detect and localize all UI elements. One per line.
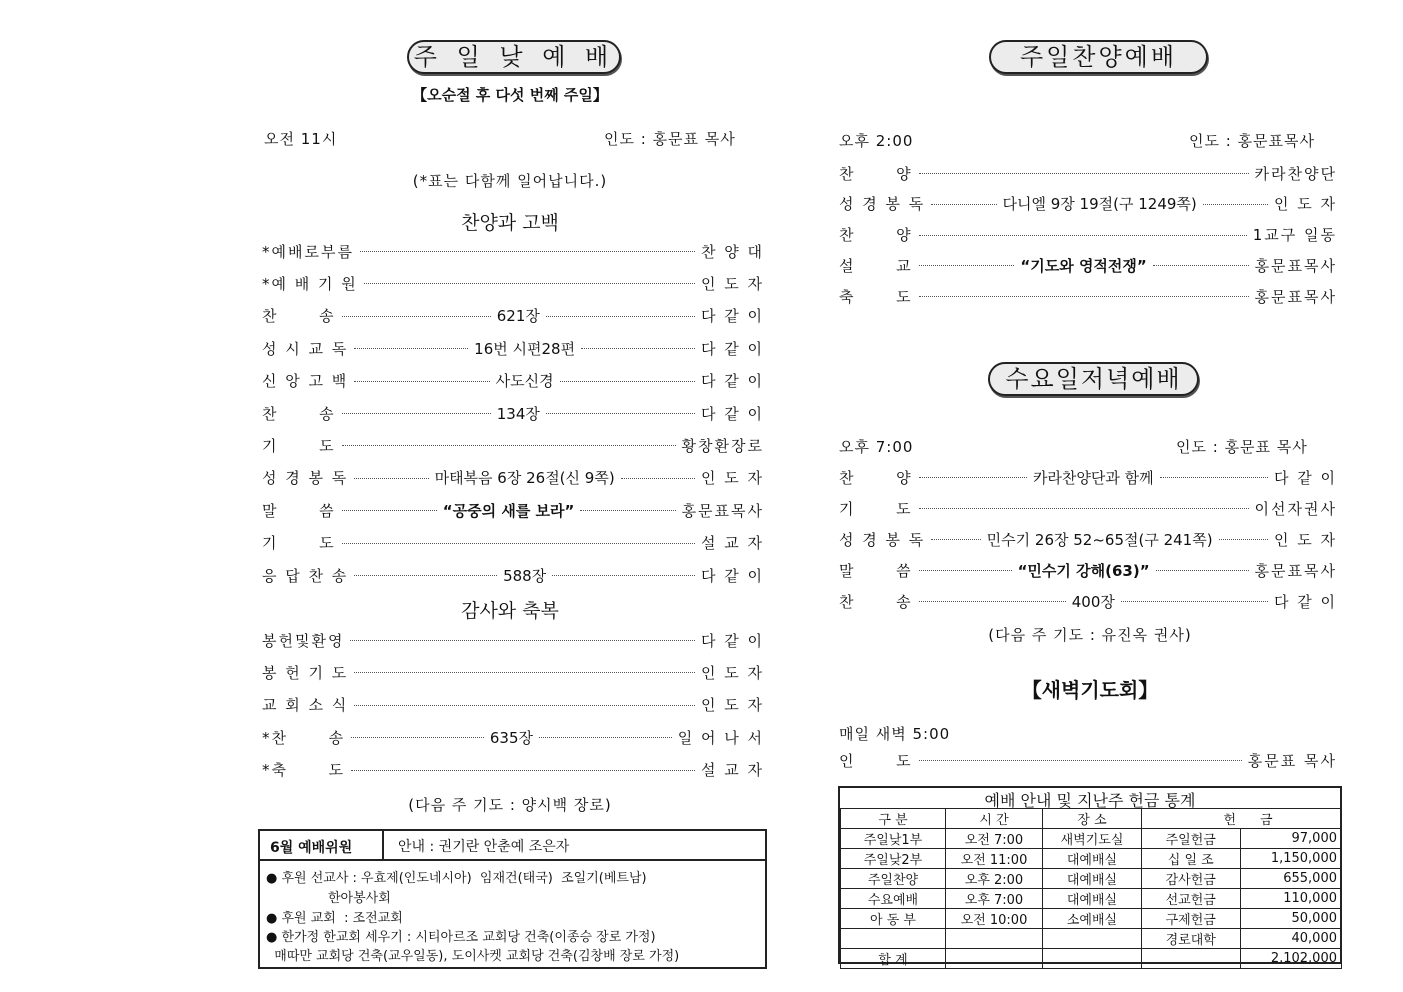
order-label: 말 씀: [839, 561, 913, 580]
dawn-leader: 홍문표 목사: [1247, 751, 1337, 770]
order-label: *예 배 기 원: [262, 274, 358, 293]
order-row: [262, 305, 764, 327]
committee-box: [258, 829, 767, 969]
dot-leader: [546, 315, 695, 317]
order-person: 인 도 자: [1273, 530, 1337, 549]
table-cell: 오후 2:00: [946, 869, 1043, 889]
order-detail: 민수기 26장 52~65절(구 241쪽): [986, 530, 1213, 549]
order-row: [262, 759, 764, 781]
order-detail: 마태복음 6장 26절(신 9쪽): [434, 469, 615, 488]
table-cell: 새벽기도실: [1043, 829, 1142, 849]
order-row: [839, 559, 1337, 581]
sunday-time: 오전 11시: [264, 130, 338, 148]
dot-leader: [342, 315, 491, 317]
dot-leader: [350, 639, 695, 641]
order-row: [839, 528, 1337, 550]
dot-leader: [1121, 600, 1268, 602]
order-row: [839, 285, 1337, 307]
order-row: [262, 467, 764, 489]
order-label: 응 답 찬 송: [262, 566, 349, 585]
order-row: [262, 370, 764, 392]
dot-leader: [919, 264, 1015, 266]
next-week-prayer-left: (다음 주 기도 : 양시백 장로): [408, 796, 612, 814]
order-label: 찬 양: [839, 164, 913, 183]
dot-leader: [360, 250, 695, 252]
order-person: 인 도 자: [1273, 195, 1337, 214]
order-detail: 134장: [496, 404, 540, 423]
table-cell: [841, 929, 946, 949]
table-row: [841, 889, 1342, 909]
praise-time: 오후 2:00: [839, 132, 914, 150]
table-cell: 수요예배: [841, 889, 946, 909]
order-person: 일 어 나 서: [677, 728, 765, 747]
dot-leader: [552, 574, 695, 576]
order-person: 이선자권사: [1254, 499, 1337, 518]
dot-leader: [580, 509, 675, 511]
order-detail: 16번 시편28편: [474, 339, 576, 358]
order-detail: “기도와 영적전쟁”: [1020, 256, 1147, 275]
table-cell: 주일낮2부: [841, 849, 946, 869]
dot-leader: [581, 347, 695, 349]
order-person: 홍문표목사: [1254, 256, 1338, 275]
order-row: [262, 694, 764, 716]
order-row: [262, 272, 764, 294]
order-person: 다 같 이: [700, 339, 764, 358]
dot-leader: [1156, 569, 1249, 571]
order-label: 성 시 교 독: [262, 339, 349, 358]
table-cell: 대예배실: [1043, 889, 1142, 909]
order-row: [262, 532, 764, 554]
table-cell: [1142, 949, 1241, 969]
order-row: [262, 434, 764, 456]
order-label: 성 경 봉 독: [839, 530, 926, 549]
table-row: [841, 849, 1342, 869]
table-cell: [946, 949, 1043, 969]
order-person: 다 같 이: [1273, 468, 1337, 487]
dot-leader: [546, 412, 695, 414]
box-divider-v: [382, 831, 384, 859]
table-cell: [1043, 949, 1142, 969]
section-thanks-blessing: 감사와 축복: [461, 600, 559, 622]
table-cell: 경로대학: [1142, 929, 1241, 949]
order-label: *찬 송: [262, 728, 346, 747]
praise-leader: 인도 : 홍문표목사: [1189, 132, 1316, 150]
dot-leader: [354, 347, 468, 349]
dot-leader: [354, 671, 695, 673]
order-label: 봉 헌 기 도: [262, 663, 349, 682]
order-label: 교 회 소 식: [262, 696, 349, 715]
box-line-5: 매따만 교회당 건축(교우일동), 도이사켓 교회당 건축(김창배 장로 가정): [266, 949, 680, 964]
order-detail: 588장: [503, 566, 547, 585]
order-label: 기 도: [839, 499, 913, 518]
order-detail: 635장: [489, 728, 533, 747]
table-cell: 선교헌금: [1142, 889, 1241, 909]
order-person: 홍문표목사: [1254, 287, 1337, 306]
table-cell: 오전 11:00: [946, 849, 1043, 869]
order-label: 찬 양: [839, 226, 913, 245]
order-label: *예배로부름: [262, 242, 354, 261]
order-person: 인 도 자: [700, 274, 764, 293]
order-person: 인 도 자: [700, 663, 764, 682]
box-line-4: ● 한가정 한교회 세우기 : 시티아르조 교회당 건축(이종승 장로 가정): [266, 930, 656, 945]
header-offering-1: 헌: [1142, 809, 1241, 829]
order-person: 1교구 일동: [1252, 226, 1337, 245]
dot-leader: [560, 380, 695, 382]
order-person: 다 같 이: [701, 307, 765, 326]
order-person: 다 같 이: [700, 631, 764, 650]
table-cell: 합 계: [841, 949, 946, 969]
dot-leader: [351, 736, 484, 738]
order-row: [839, 590, 1337, 612]
order-label: *축 도: [262, 761, 346, 780]
order-person: 다 같 이: [700, 372, 764, 391]
table-row: [841, 869, 1342, 889]
dot-leader: [621, 477, 695, 479]
dot-leader: [342, 542, 695, 544]
dot-leader: [1160, 476, 1268, 478]
wednesday-title: 수요일저녁예배: [988, 362, 1199, 396]
order-row: [262, 240, 764, 262]
order-label: 성 경 봉 독: [262, 469, 349, 488]
dot-leader: [354, 477, 428, 479]
dot-leader: [354, 704, 695, 706]
order-row: [839, 254, 1337, 276]
order-person: 인 도 자: [701, 469, 765, 488]
next-week-prayer-right: (다음 주 기도 : 유진옥 권사): [988, 626, 1192, 644]
order-detail: 621장: [496, 307, 540, 326]
sunday-praise-title: 주일찬양예배: [989, 40, 1208, 74]
order-label: 축 도: [839, 287, 913, 306]
box-line-3: ● 후원 교회 : 조전교회: [266, 911, 403, 926]
order-person: 찬 양 대: [700, 242, 764, 261]
header-time: 시 간: [946, 809, 1043, 829]
table-row: [841, 909, 1342, 929]
order-person: 다 같 이: [1274, 592, 1338, 611]
order-label: 설 교: [839, 256, 913, 275]
offering-table-title: 예배 안내 및 지난주 헌금 통계: [984, 791, 1196, 810]
order-label: 말 씀: [262, 501, 336, 520]
dot-leader: [919, 295, 1249, 297]
dot-leader: [919, 569, 1012, 571]
table-cell: 주일낮1부: [841, 829, 946, 849]
table-cell: 구제헌금: [1142, 909, 1241, 929]
header-place: 장 소: [1043, 809, 1142, 829]
dawn-leader-row: [839, 749, 1337, 771]
header-category: 구 분: [841, 809, 946, 829]
dot-leader: [354, 574, 497, 576]
order-person: 홍문표목사: [1254, 561, 1337, 580]
table-cell: 655,000: [1240, 869, 1342, 889]
order-label: 찬 송: [262, 404, 336, 423]
header-offering-2: 금: [1240, 809, 1342, 829]
order-label: 기 도: [262, 436, 336, 455]
table-cell: 1,150,000: [1240, 849, 1342, 869]
order-detail: “공중의 새를 보라”: [442, 501, 575, 520]
order-row: [262, 629, 764, 651]
month-committee-label: 6월 예배위원: [270, 840, 353, 856]
order-detail: 사도신경: [495, 372, 554, 391]
table-cell: 아 동 부: [841, 909, 946, 929]
order-person: 황창환장로: [681, 436, 764, 455]
box-line-2: 한아봉사회: [266, 891, 391, 906]
dawn-time: 매일 새벽 5:00: [839, 725, 951, 743]
order-detail: “민수기 강해(63)”: [1017, 561, 1150, 580]
dawn-label: 인 도: [839, 751, 913, 770]
dot-leader: [1203, 203, 1268, 205]
order-row: [839, 497, 1337, 519]
table-row: [841, 829, 1342, 849]
order-row: [839, 466, 1337, 488]
dot-leader: [919, 759, 1242, 761]
order-row: [262, 402, 764, 424]
table-cell: 110,000: [1240, 889, 1342, 909]
order-row: [262, 499, 764, 521]
dot-leader: [919, 476, 1027, 478]
dot-leader: [1219, 538, 1268, 540]
dot-leader: [919, 507, 1249, 509]
table-cell: [946, 929, 1043, 949]
order-detail: 다니엘 9장 19절(구 1249쪽): [1002, 195, 1197, 214]
table-cell: 대예배실: [1043, 849, 1142, 869]
box-line-1: ● 후원 선교사 : 우효제(인도네시아) 임재건(태국) 조일기(베트남): [266, 871, 647, 886]
sunday-subtitle: 【오순절 후 다섯 번째 주일】: [412, 86, 608, 104]
dawn-prayer-title: 【새벽기도회】: [1021, 678, 1159, 702]
order-row: [262, 564, 764, 586]
table-header-row: [841, 809, 1342, 829]
order-row: [839, 162, 1337, 184]
dot-leader: [364, 282, 695, 284]
order-label: 기 도: [262, 534, 336, 553]
order-person: 인 도 자: [700, 696, 764, 715]
table-cell: 십 일 조: [1142, 849, 1241, 869]
table-cell: [1043, 929, 1142, 949]
table-cell: 40,000: [1240, 929, 1342, 949]
table-cell: 오전 7:00: [946, 829, 1043, 849]
order-row: [262, 726, 764, 748]
order-label: 찬 송: [839, 592, 913, 611]
wednesday-time: 오후 7:00: [839, 438, 914, 456]
order-detail: 400장: [1071, 592, 1115, 611]
dot-leader: [919, 600, 1066, 602]
table-cell: 주일찬양: [841, 869, 946, 889]
dot-leader: [919, 234, 1247, 236]
dot-leader: [342, 412, 491, 414]
order-row: [262, 661, 764, 683]
order-label: 봉헌및환영: [262, 631, 345, 650]
dot-leader: [354, 380, 489, 382]
dot-leader: [931, 538, 980, 540]
order-person: 설 교 자: [700, 534, 764, 553]
table-cell: 소예배실: [1043, 909, 1142, 929]
wednesday-leader: 인도 : 홍문표 목사: [1176, 438, 1308, 456]
order-row: [839, 224, 1337, 246]
sunday-service-title: 주 일 낮 예 배: [407, 40, 621, 74]
table-cell: 2,102,000: [1240, 949, 1342, 969]
order-label: 신 앙 고 백: [262, 372, 349, 391]
order-person: 카라찬양단: [1254, 164, 1337, 183]
dot-leader: [342, 444, 676, 446]
box-divider-h: [260, 859, 765, 861]
table-row: [841, 929, 1342, 949]
order-label: 성 경 봉 독: [839, 195, 926, 214]
dot-leader: [1153, 264, 1249, 266]
table-cell: 50,000: [1240, 909, 1342, 929]
order-label: 찬 송: [262, 307, 336, 326]
offering-table: [840, 808, 1342, 969]
order-label: 찬 양: [839, 468, 913, 487]
table-row: [841, 949, 1342, 969]
dot-leader: [351, 769, 695, 771]
order-person: 설 교 자: [700, 761, 764, 780]
order-person: 다 같 이: [700, 566, 764, 585]
table-cell: 오후 7:00: [946, 889, 1043, 909]
section-praise-confession: 찬양과 고백: [461, 212, 559, 234]
table-cell: 97,000: [1240, 829, 1342, 849]
table-cell: 주일헌금: [1142, 829, 1241, 849]
order-detail: 카라찬양단과 함께: [1032, 468, 1154, 487]
stand-note: (*표는 다함께 일어납니다.): [412, 172, 608, 190]
dot-leader: [931, 203, 996, 205]
order-person: 다 같 이: [701, 404, 765, 423]
guide-names: 안내 : 권기란 안춘예 조은자: [398, 839, 570, 855]
dot-leader: [539, 736, 672, 738]
table-cell: 감사헌금: [1142, 869, 1241, 889]
dot-leader: [919, 172, 1249, 174]
order-row: [839, 193, 1337, 215]
order-row: [262, 337, 764, 359]
table-cell: 대예배실: [1043, 869, 1142, 889]
table-cell: 오전 10:00: [946, 909, 1043, 929]
dot-leader: [342, 509, 437, 511]
sunday-leader: 인도 : 홍문표 목사: [604, 130, 736, 148]
order-person: 홍문표목사: [681, 501, 765, 520]
